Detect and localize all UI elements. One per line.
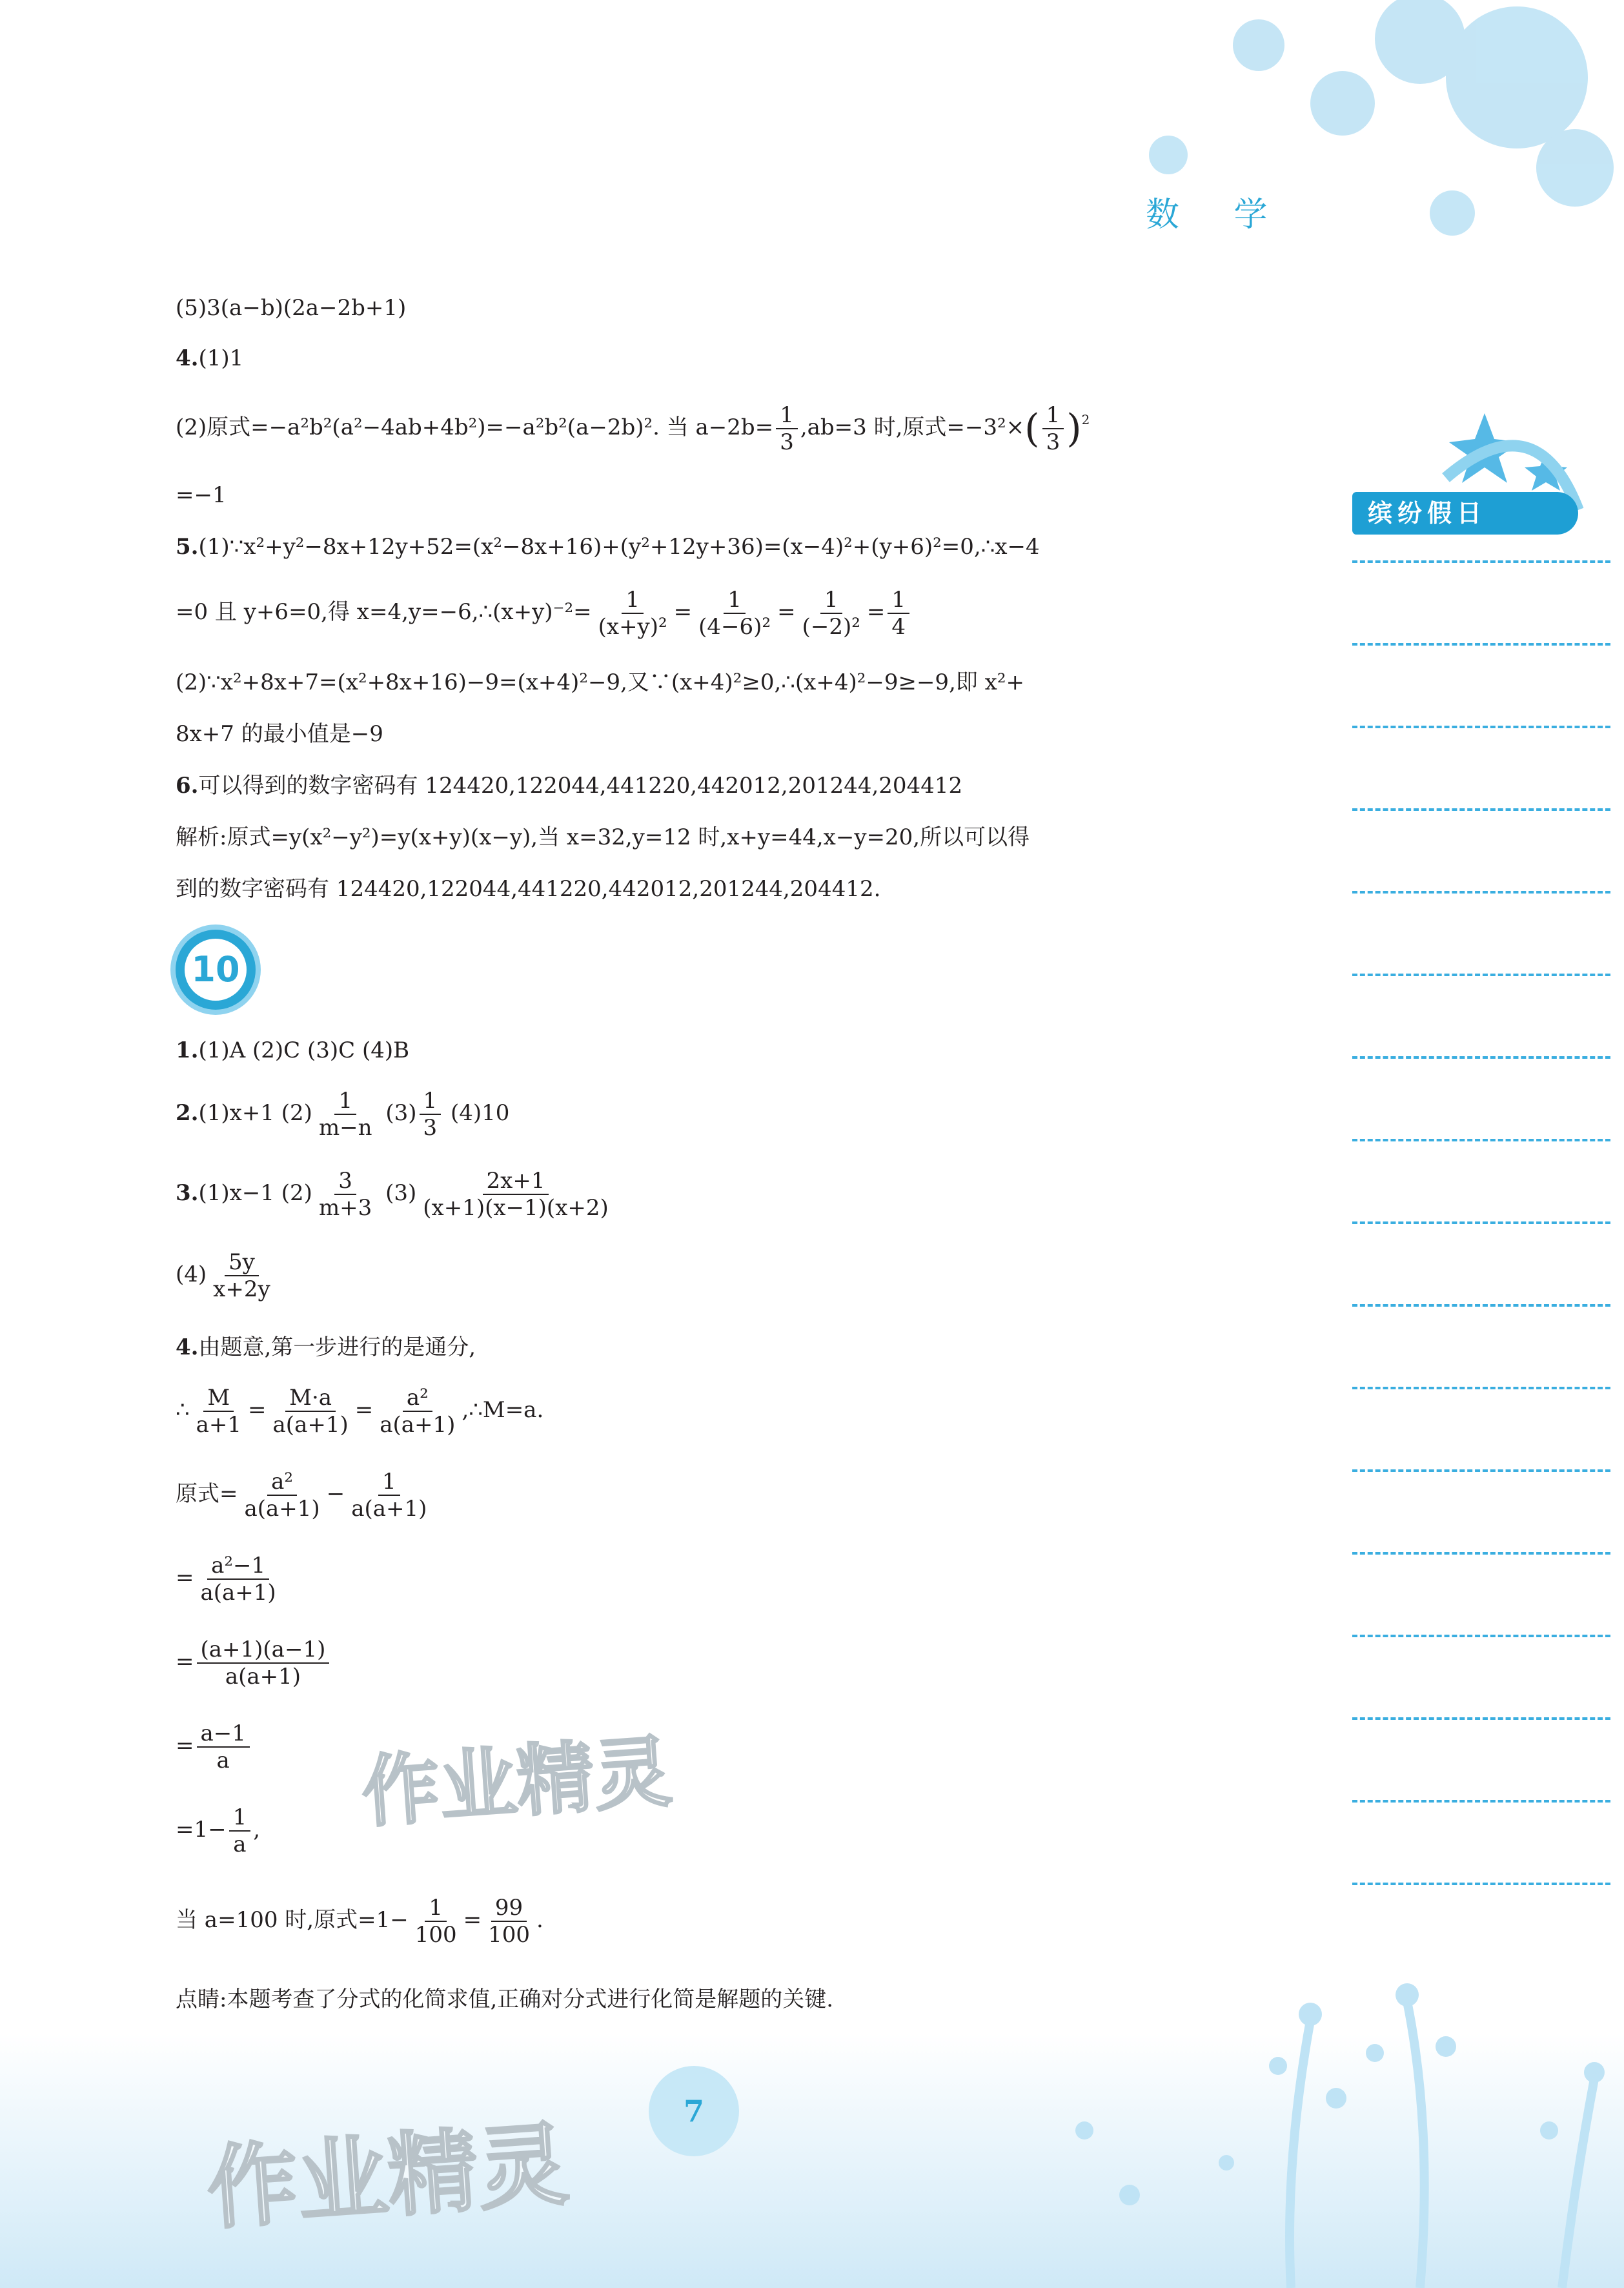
note-line (1352, 1883, 1610, 1885)
question-number: 1. (176, 1037, 199, 1063)
answer-line (176, 1553, 283, 1606)
answer-line (176, 771, 962, 800)
denominator: x+2y (213, 1276, 270, 1302)
fraction (315, 1168, 376, 1221)
answer-text: =1− (176, 1817, 227, 1843)
fraction (197, 1553, 280, 1606)
denominator: a(a+1) (200, 1580, 276, 1606)
question-number: 4. (176, 1334, 199, 1360)
fraction (888, 587, 909, 640)
watermark: 作业精灵 (203, 2112, 572, 2243)
numerator: a−1 (197, 1721, 250, 1748)
equals-sign: = (354, 1397, 374, 1423)
note-line (1352, 1221, 1610, 1224)
denominator: m−n (318, 1115, 372, 1141)
answer-line (176, 533, 1040, 561)
denominator: 3 (1046, 429, 1061, 455)
watermark: 作业精灵 (359, 1727, 675, 1839)
answer-line (176, 1168, 615, 1221)
answer-text: (1)A (2)C (3)C (4)B (198, 1037, 410, 1063)
answer-line (176, 1333, 476, 1362)
answer-text: (4)10 (443, 1100, 510, 1126)
question-number: 4. (176, 345, 199, 371)
fraction (347, 1469, 431, 1522)
denominator: (x+y)² (598, 614, 667, 640)
denominator: (x+1)(x−1)(x+2) (423, 1195, 609, 1221)
denominator: (−2)² (802, 614, 860, 640)
note-line (1352, 1056, 1610, 1059)
answer-line: 到的数字密码有 124420,122044,441220,442012,201244,204412. (176, 876, 881, 902)
equals-sign: = (777, 599, 796, 625)
numerator: 1 (724, 587, 746, 614)
numerator: 1 (229, 1804, 251, 1832)
note-line (1352, 891, 1610, 894)
equals-sign: = (866, 599, 886, 625)
note-line (1352, 808, 1610, 811)
section-badge (176, 930, 256, 1010)
numerator: 1 (622, 587, 644, 614)
answer-line (176, 587, 912, 640)
fraction (229, 1804, 251, 1857)
equals-sign: = (673, 599, 693, 625)
answer-line (176, 1637, 332, 1690)
answer-line (176, 1804, 260, 1857)
question-number: 2. (176, 1100, 199, 1126)
fraction (376, 1385, 459, 1438)
denominator: a(a+1) (272, 1412, 349, 1438)
fraction (197, 1637, 330, 1690)
subject-title: 数 学 (1146, 196, 1290, 234)
denominator: 100 (414, 1922, 457, 1948)
fraction (269, 1385, 352, 1438)
denominator: 4 (891, 614, 906, 640)
fraction (241, 1469, 324, 1522)
numerator: 1 (425, 1895, 447, 1922)
note-line (1352, 974, 1610, 976)
answer-text: 由题意,第一步进行的是通分, (198, 1334, 476, 1360)
answer-line (176, 1721, 252, 1773)
question-number: 3. (176, 1180, 199, 1206)
fraction (695, 587, 775, 640)
comma: , (253, 1817, 261, 1843)
note-line (1352, 1304, 1610, 1307)
answer-text: (1)x−1 (2) (198, 1180, 312, 1206)
answer-line: 解析:原式=y(x²−y²)=y(x+y)(x−y),当 x=32,y=12 时,x+y=44,x−y=20,所以可以得 (176, 824, 1030, 850)
denominator: m+3 (318, 1195, 372, 1221)
denominator: a(a+1) (351, 1496, 427, 1522)
answer-line (176, 344, 243, 373)
numerator: 1 (776, 402, 798, 429)
section-number: 10 (185, 939, 247, 1001)
numerator: 3 (334, 1168, 356, 1195)
note-line (1352, 643, 1610, 646)
answer-text: (1)1 (198, 345, 244, 371)
numerator: (a+1)(a−1) (197, 1637, 330, 1664)
note-line (1352, 560, 1610, 563)
denominator: a(a+1) (225, 1664, 301, 1690)
denominator: 3 (423, 1115, 438, 1141)
denominator: a (216, 1748, 230, 1773)
fraction (776, 402, 798, 455)
holiday-sticker: 缤纷假日 (1352, 492, 1578, 535)
question-number: 6. (176, 773, 199, 799)
fraction (411, 1895, 461, 1948)
denominator: 3 (780, 429, 794, 455)
note-line (1352, 1800, 1610, 1803)
denominator: 100 (488, 1922, 530, 1948)
answer-text: ,∴M=a. (462, 1397, 544, 1423)
numerator: 5y (225, 1249, 259, 1276)
denominator: (4−6)² (698, 614, 771, 640)
answer-text: (4) (176, 1261, 207, 1287)
note-line (1352, 726, 1610, 728)
answer-line (176, 1385, 543, 1438)
question-number: 5. (176, 534, 199, 560)
numerator: 99 (491, 1895, 527, 1922)
fraction (209, 1249, 274, 1302)
answer-text: (3) (378, 1100, 417, 1126)
numerator: 1 (334, 1088, 356, 1115)
minus-sign: − (326, 1481, 345, 1507)
fraction (484, 1895, 534, 1948)
numerator: 1 (378, 1469, 400, 1496)
numerator: 1 (1042, 402, 1064, 429)
note-line (1352, 1387, 1610, 1389)
answer-line (176, 1469, 433, 1522)
note-line (1352, 1139, 1610, 1141)
equals-sign: = (176, 1565, 194, 1591)
note-line (1352, 1552, 1610, 1555)
denominator: a (233, 1832, 247, 1857)
fraction (315, 1088, 376, 1141)
equals-sign: = (248, 1397, 267, 1423)
denominator: a(a+1) (244, 1496, 320, 1522)
answer-line: 点睛:本题考查了分式的化简求值,正确对分式进行化简是解题的关键. (176, 1987, 834, 2012)
fraction (197, 1721, 250, 1773)
period: . (536, 1907, 543, 1933)
answer-text: ,ab=3 时,原式=−3²× (800, 414, 1025, 440)
numerator: 1 (420, 1088, 442, 1115)
fraction (420, 1088, 442, 1141)
answer-line: (2)原式=−a²b²(a²−4ab+4b²)=−a²b²(a−2b)². 当 a−2b= $\frac{1}{3}$ ,ab=3 时,原式=−3²×( $\frac{1}{3}$ )$^2$ (176, 402, 1090, 455)
equals-sign: = (463, 1907, 482, 1933)
answer-text: =0 且 y+6=0,得 x=4,y=−6,∴(x+y)⁻²= (176, 599, 592, 625)
fraction (1042, 402, 1064, 455)
answer-line (176, 1088, 509, 1141)
numerator: 1 (888, 587, 909, 614)
numerator: M·a (285, 1385, 336, 1412)
numerator: M (203, 1385, 234, 1412)
answer-text: (1)∵x²+y²−8x+12y+52=(x²−8x+16)+(y²+12y+36)=(x−4)²+(y+6)²=0,∴x−4 (198, 534, 1040, 560)
denominator: a+1 (196, 1412, 242, 1438)
answer-text: 当 a=100 时,原式=1− (176, 1907, 409, 1933)
note-line (1352, 1717, 1610, 1720)
numerator: a²−1 (207, 1553, 269, 1580)
answer-line: (5)3(a−b)(2a−2b+1) (176, 295, 407, 321)
numerator: 2x+1 (483, 1168, 549, 1195)
fraction (192, 1385, 245, 1438)
answer-text: 原式= (176, 1481, 238, 1507)
note-line (1352, 1635, 1610, 1637)
equals-sign: = (176, 1733, 194, 1759)
answer-line (176, 1036, 409, 1065)
answer-text: 可以得到的数字密码有 124420,122044,441220,442012,201244,204412 (198, 773, 963, 799)
numerator: a² (267, 1469, 297, 1496)
fraction (419, 1168, 612, 1221)
therefore-sign: ∴ (176, 1397, 190, 1423)
answer-text: (2)原式=−a²b²(a²−4ab+4b²)=−a²b²(a−2b)². 当 a−2b= (176, 414, 774, 440)
answer-line: (2)∵x²+8x+7=(x²+8x+16)−9=(x+4)²−9,又∵(x+4)²≥0,∴(x+4)²−9≥−9,即 x²+ (176, 669, 1024, 695)
fraction (798, 587, 864, 640)
answer-line: 8x+7 的最小值是−9 (176, 721, 383, 747)
numerator: a² (403, 1385, 432, 1412)
fraction (594, 587, 671, 640)
equals-sign: = (176, 1649, 194, 1675)
answer-line: =−1 (176, 482, 227, 508)
answer-line (176, 1249, 277, 1302)
numerator: 1 (820, 587, 842, 614)
denominator: a(a+1) (380, 1412, 456, 1438)
answer-text: (1)x+1 (2) (198, 1100, 312, 1126)
answer-text: (3) (378, 1180, 417, 1206)
note-line (1352, 1469, 1610, 1472)
page-number: 7 (649, 2066, 739, 2156)
answer-line (176, 1895, 543, 1948)
